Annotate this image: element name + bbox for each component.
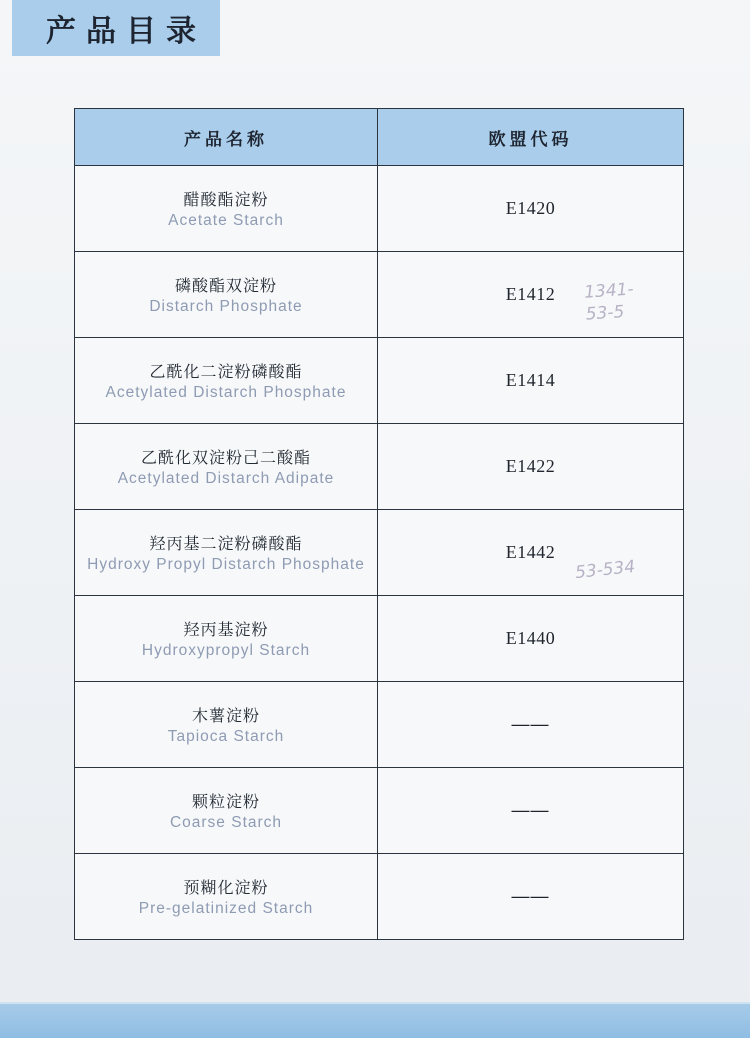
eu-code-cell bbox=[378, 166, 683, 251]
table-row bbox=[75, 337, 683, 423]
product-name-cell bbox=[75, 166, 378, 251]
product-name-cell bbox=[75, 682, 378, 767]
eu-code-cell bbox=[378, 768, 683, 853]
product-name-zh: 羟丙基淀粉 bbox=[183, 620, 269, 639]
product-table bbox=[74, 108, 684, 940]
table-row bbox=[75, 767, 683, 853]
product-name-zh: 羟丙基二淀粉磷酸酯 bbox=[149, 534, 303, 553]
product-name-cell bbox=[75, 596, 378, 681]
product-name-cell bbox=[75, 854, 378, 939]
product-name-zh: 木薯淀粉 bbox=[191, 706, 260, 725]
eu-code: —— bbox=[511, 886, 550, 906]
product-name-cell bbox=[75, 252, 378, 337]
eu-code: E1412 bbox=[505, 284, 556, 304]
table-row bbox=[75, 509, 683, 595]
eu-code: E1420 bbox=[505, 198, 556, 218]
product-name-en: Coarse Starch bbox=[169, 814, 283, 831]
eu-code-cell bbox=[378, 510, 683, 595]
eu-code: E1440 bbox=[505, 628, 556, 648]
header-code-label: 欧盟代码 bbox=[488, 129, 573, 150]
product-name-cell bbox=[75, 768, 378, 853]
product-name-zh: 醋酸酯淀粉 bbox=[183, 190, 269, 209]
product-name-en: Acetylated Distarch Phosphate bbox=[105, 384, 347, 401]
product-name-zh: 乙酰化二淀粉磷酸酯 bbox=[149, 362, 303, 381]
eu-code-cell bbox=[378, 338, 683, 423]
table-row bbox=[75, 853, 683, 939]
table-row bbox=[75, 165, 683, 251]
page-title: 产品目录 bbox=[46, 14, 206, 49]
footer-band bbox=[0, 1004, 750, 1038]
product-name-zh: 预糊化淀粉 bbox=[183, 878, 269, 897]
handwritten-note bbox=[584, 278, 636, 325]
eu-code: —— bbox=[511, 800, 550, 820]
header-cell-code bbox=[378, 109, 683, 165]
eu-code: E1442 bbox=[505, 542, 556, 562]
eu-code: E1414 bbox=[505, 370, 556, 390]
product-name-zh: 颗粒淀粉 bbox=[191, 792, 260, 811]
product-name-cell bbox=[75, 510, 378, 595]
handwritten-note-line: 53-5 bbox=[585, 302, 626, 325]
table-row bbox=[75, 681, 683, 767]
product-name-zh: 磷酸酯双淀粉 bbox=[174, 276, 277, 295]
eu-code-cell bbox=[378, 596, 683, 681]
eu-code-cell bbox=[378, 252, 683, 337]
handwritten-note-line: 1341- bbox=[583, 279, 635, 303]
handwritten-note: 53-534 bbox=[574, 556, 637, 584]
product-name-en: Hydroxy Propyl Distarch Phosphate bbox=[87, 556, 365, 573]
product-name-en: Hydroxypropyl Starch bbox=[141, 642, 311, 659]
product-name-en: Acetate Starch bbox=[168, 212, 284, 229]
eu-code: E1422 bbox=[505, 456, 556, 476]
eu-code: —— bbox=[511, 714, 550, 734]
product-name-zh: 乙酰化双淀粉己二酸酯 bbox=[140, 448, 311, 467]
product-name-en: Tapioca Starch bbox=[167, 728, 285, 745]
table-row bbox=[75, 423, 683, 509]
product-name-en: Acetylated Distarch Adipate bbox=[117, 470, 335, 487]
table-header-row bbox=[75, 109, 683, 165]
eu-code-cell bbox=[378, 424, 683, 509]
eu-code-cell bbox=[378, 854, 683, 939]
header-name-label: 产品名称 bbox=[184, 129, 268, 150]
product-name-cell bbox=[75, 424, 378, 509]
product-name-en: Pre-gelatinized Starch bbox=[138, 900, 314, 917]
title-tab bbox=[12, 0, 220, 56]
product-name-en: Distarch Phosphate bbox=[149, 298, 303, 315]
eu-code-cell bbox=[378, 682, 683, 767]
table-row bbox=[75, 595, 683, 681]
product-name-cell bbox=[75, 338, 378, 423]
header-cell-name bbox=[75, 109, 378, 165]
